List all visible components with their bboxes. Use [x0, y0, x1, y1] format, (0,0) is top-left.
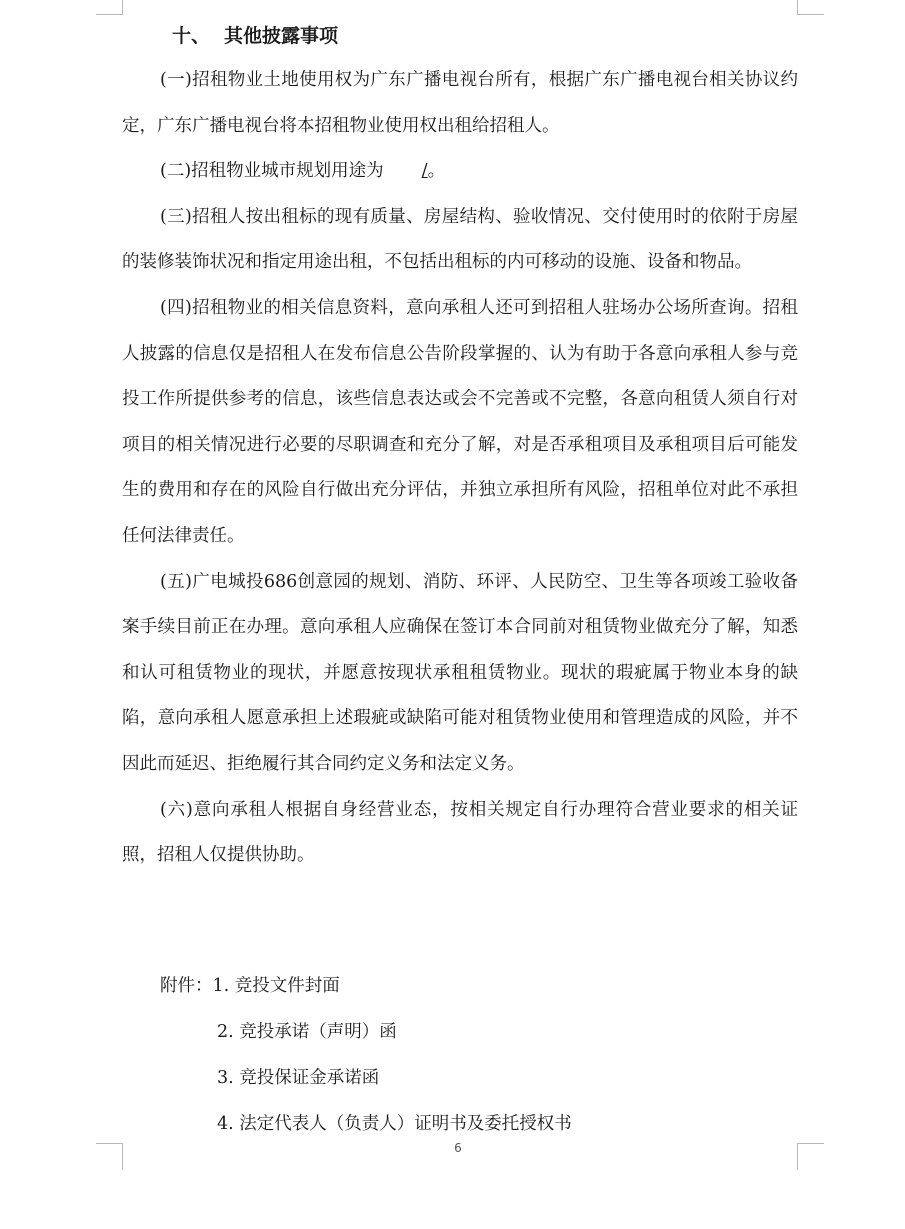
crop-mark-bottom-left — [96, 1143, 123, 1170]
crop-mark-top-right — [797, 0, 824, 15]
section-number: 十、 — [172, 25, 211, 47]
attachment-item: 3. 竞投保证金承诺函 — [217, 1068, 380, 1088]
attachments-list — [160, 963, 572, 1147]
paragraph-3: (三)招租人按出租标的现有质量、房屋结构、验收情况、交付使用时的依附于房屋的装修装饰状况和指定用途出租，不包括出租标的内可移动的设施、设备和物品。 — [122, 206, 798, 273]
paragraph-6: (六)意向承租人根据自身经营业态，按相关规定自行办理符合营业要求的相关证照，招租人仅提供协助。 — [122, 799, 798, 866]
section-title: 其他披露事项 — [224, 25, 339, 47]
planning-use-blank: / — [421, 161, 428, 182]
page-number: 6 — [454, 1141, 462, 1155]
attachment-item: 2. 竞投承诺（声明）函 — [217, 1022, 397, 1042]
paragraph-4: (四)招租物业的相关信息资料，意向承租人还可到招租人驻场办公场所查询。招租人披露的信息仅是招租人在发布信息公告阶段掌握的、认为有助于各意向承租人参与竞投工作所提供参考的信息，该些信息表达或会不完善或不完整，各意向租赁人须自行对项目的相关情况进行必要的尽职调查和充分了解，对是否承租项目及承租项目后可能发生的费用和存在的风险自行做出充分评估，并独立承担所有风险，招租单位对此不承担任何法律责任。 — [122, 297, 798, 546]
crop-mark-bottom-right — [797, 1143, 824, 1170]
paragraph-2-text: (二)招租物业城市规划用途为 — [160, 161, 384, 182]
attachment-item: 4. 法定代表人（负责人）证明书及委托授权书 — [217, 1114, 572, 1134]
attachment-row — [160, 1101, 572, 1147]
attachment-row — [160, 1055, 572, 1101]
paragraph-1: (一)招租物业土地使用权为广东广播电视台所有，根据广东广播电视台相关协议约定，广东广播电视台将本招租物业使用权出租给招租人。 — [122, 70, 798, 136]
paragraph-5: (五)广电城投686创意园的规划、消防、环评、人民防空、卫生等各项竣工验收备案手续目前正在办理。意向承租人应确保在签订本合同前对租赁物业做充分了解，知悉和认可租赁物业的现状，并愿意按现状承租租赁物业。现状的瑕疵属于物业本身的缺陷，意向承租人愿意承担上述瑕疵或缺陷可能对租赁物业使用和管理造成的风险，并不因此而延迟、拒绝履行其合同约定义务和法定义务。 — [122, 571, 798, 774]
attachment-row — [160, 963, 572, 1009]
attachment-row — [160, 1009, 572, 1055]
section-heading — [172, 20, 338, 52]
attachments-label: 附件： — [160, 976, 213, 996]
paragraph-2 — [122, 149, 798, 195]
paragraph-2-end: 。 — [427, 161, 446, 182]
crop-mark-top-left — [96, 0, 123, 15]
attachment-item: 1. 竞投文件封面 — [212, 976, 340, 996]
section-body — [122, 58, 798, 879]
